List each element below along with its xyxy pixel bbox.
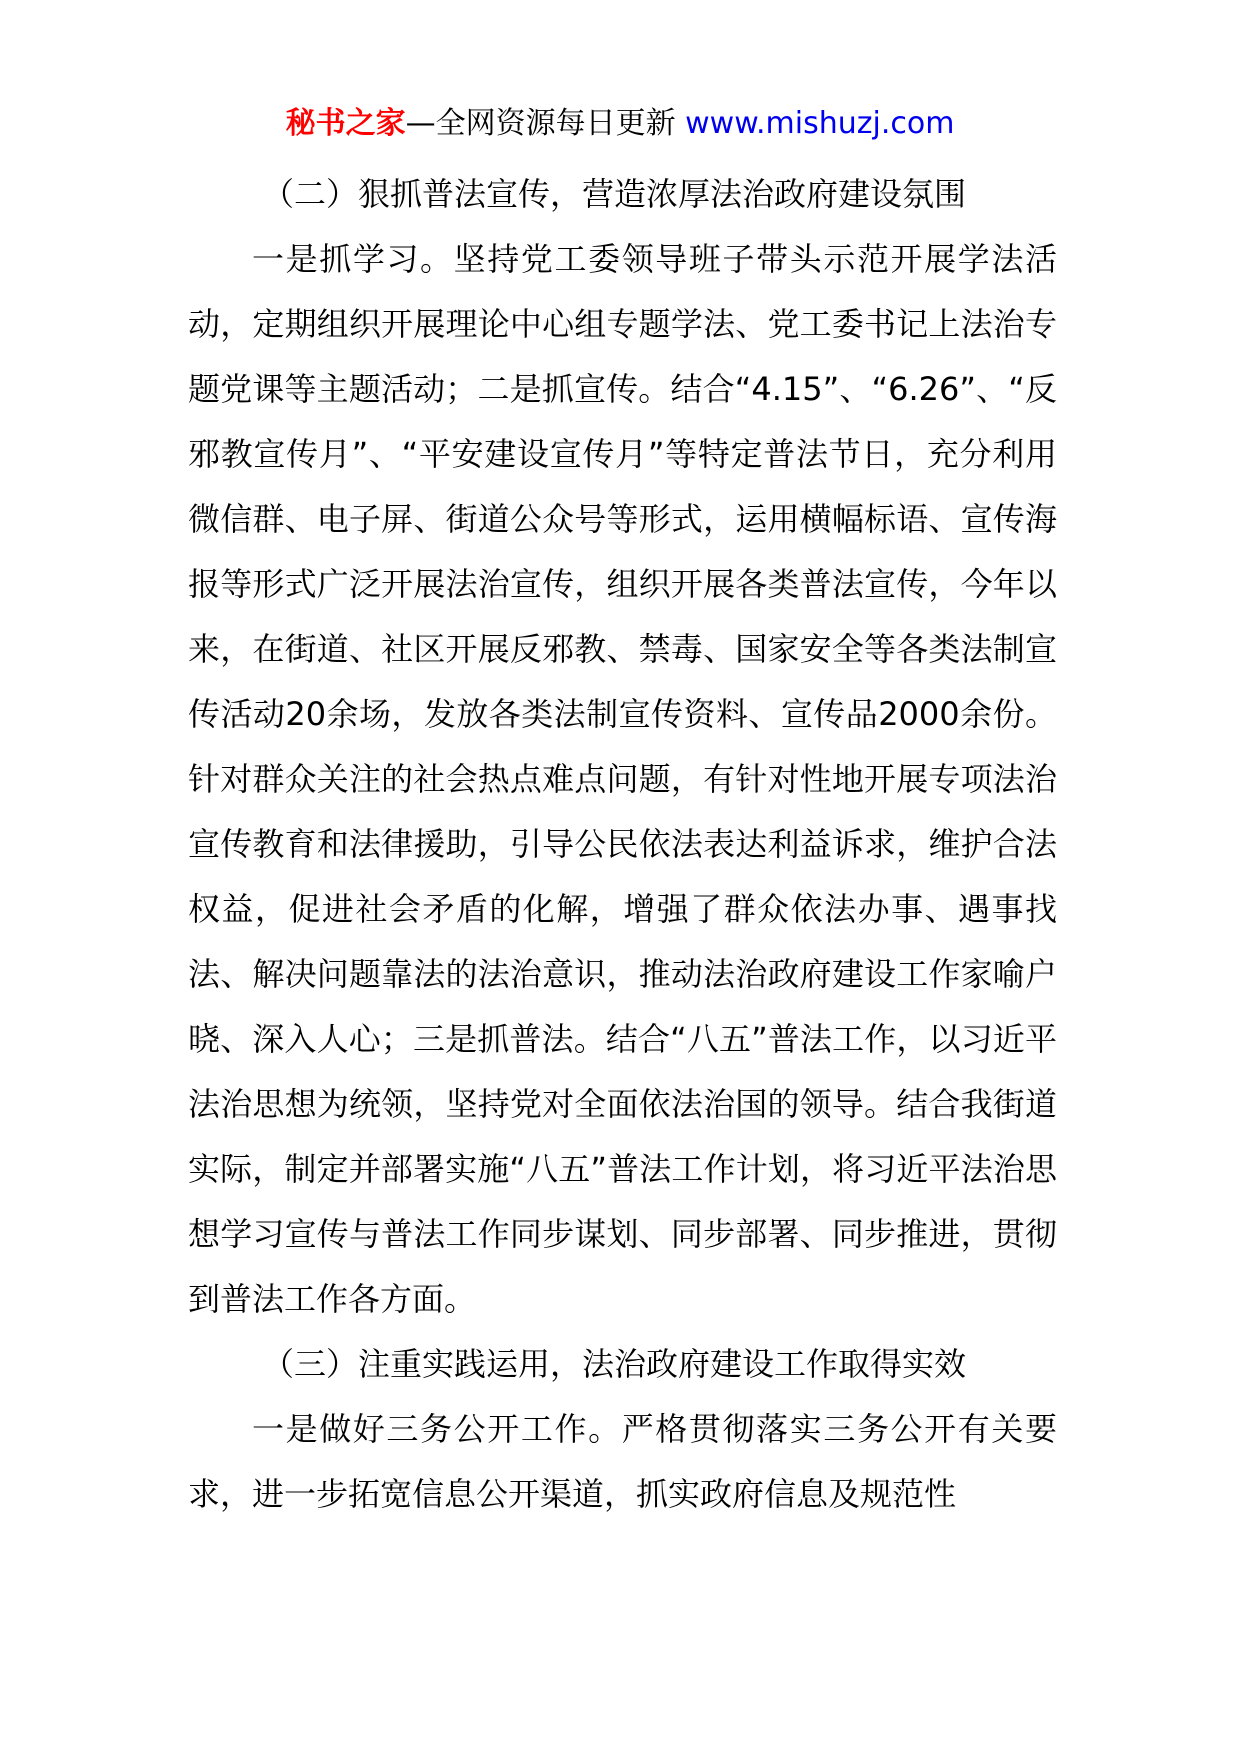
site-header <box>0 100 1240 148</box>
paragraph-publicity: 一是抓学习。坚持党工委领导班子带头示范开展学法活动，定期组织开展理论中心组专题学法、党工委书记上法治专题党课等主题活动；二是抓宣传。结合“4.15”、“6.26”、“反邪教宣传月”、“平安建设宣传月”等特定普法节日，充分利用微信群、电子屏、街道公众号等形式，运用横幅标语、宣传海报等形式广泛开展法治宣传，组织开展各类普法宣传，今年以来，在街道、社区开展反邪教、禁毒、国家安全等各类法制宣传活动20余场，发放各类法制宣传资料、宣传品2000余份。针对群众关注的社会热点难点问题，有针对性地开展专项法治宣传教育和法律援助，引导公民依法表达利益诉求，维护合法权益，促进社会矛盾的化解，增强了群众依法办事、遇事找法、解决问题靠法的法治意识，推动法治政府建设工作家喻户晓、深入人心；三是抓普法。结合“八五”普法工作，以习近平法治思想为统领，坚持党对全面依法治国的领导。结合我街道实际，制定并部署实施“八五”普法工作计划，将习近平法治思想学习宣传与普法工作同步谋划、同步部署、同步推进，贯彻到普法工作各方面。 <box>188 240 1057 1318</box>
header-tagline: —全网资源每日更新 <box>405 106 686 141</box>
document-body <box>188 162 1057 1527</box>
section-heading-2: （二）狠抓普法宣传，营造浓厚法治政府建设氛围 <box>262 175 967 213</box>
paragraph-disclosure: 一是做好三务公开工作。严格贯彻落实三务公开有关要求，进一步拓宽信息公开渠道，抓实政府信息及规范性 <box>188 1410 1057 1513</box>
brand-name: 秘书之家 <box>285 106 406 141</box>
section-heading-3: （三）注重实践运用，法治政府建设工作取得实效 <box>262 1345 967 1383</box>
site-url-link[interactable]: www.mishuzj.com <box>685 106 955 141</box>
